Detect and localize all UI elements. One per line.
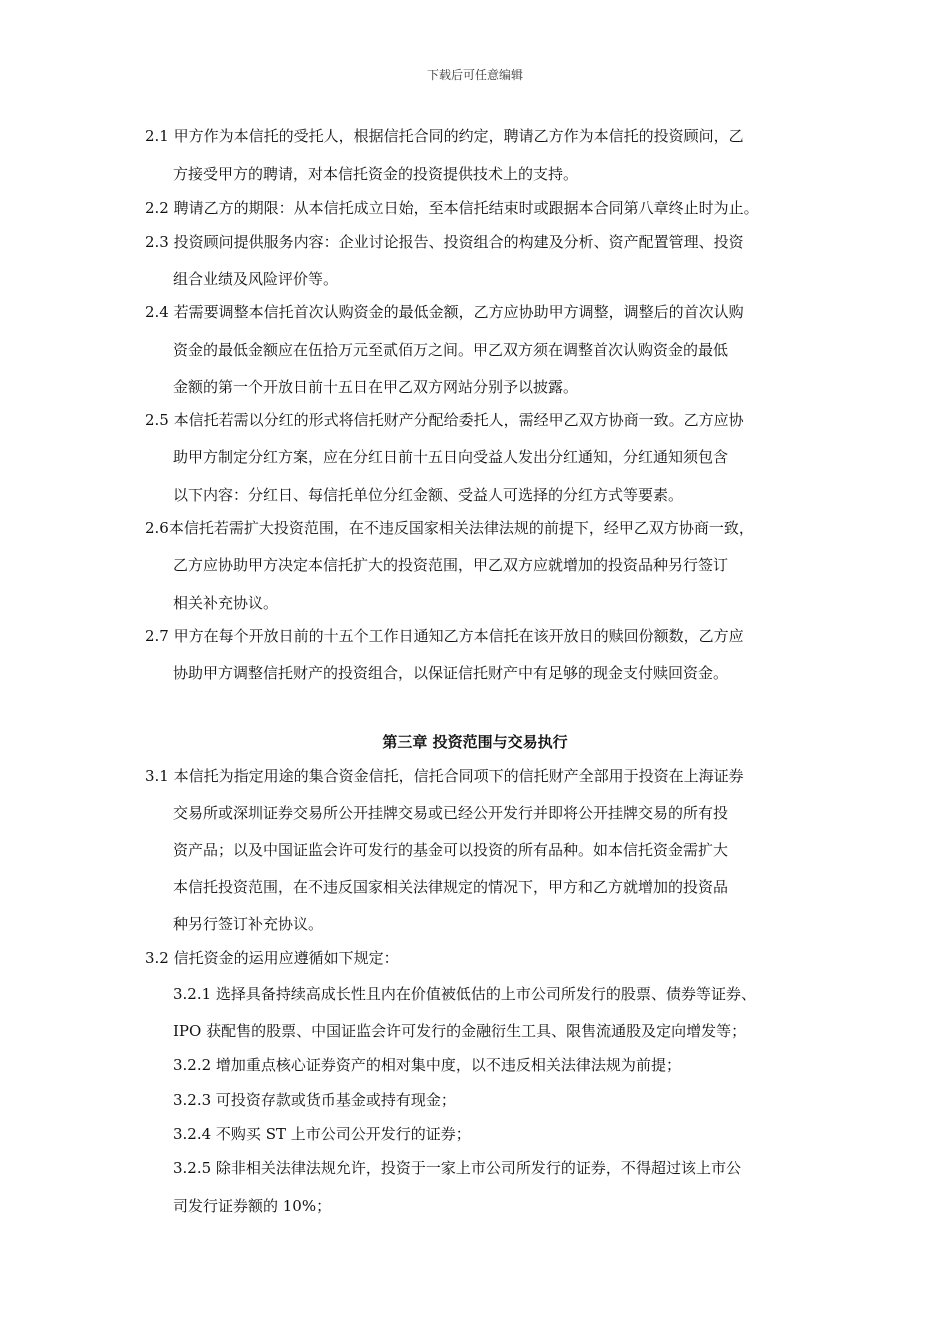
paragraph-line: 协助甲方调整信托财产的投资组合，以保证信托财产中有足够的现金支付赎回资金。 — [173, 664, 729, 682]
paragraph-line: 相关补充协议。 — [173, 594, 279, 612]
paragraph-line: 2.3 投资顾问提供服务内容：企业讨论报告、投资组合的构建及分析、资产配置管理、投资 — [145, 233, 744, 251]
paragraph-line: 2.4 若需要调整本信托首次认购资金的最低金额，乙方应协助甲方调整，调整后的首次认购 — [145, 303, 744, 321]
paragraph-line: IPO 获配售的股票、中国证监会许可发行的金融衍生工具、限售流通股及定向增发等； — [173, 1022, 747, 1040]
paragraph-line: 3.2.5 除非相关法律法规允许，投资于一家上市公司所发行的证券，不得超过该上市公 — [173, 1159, 741, 1177]
paragraph-line: 3.2 信托资金的运用应遵循如下规定： — [145, 949, 399, 967]
paragraph-line: 金额的第一个开放日前十五日在甲乙双方网站分别予以披露。 — [173, 378, 579, 396]
paragraph-line: 2.5 本信托若需以分红的形式将信托财产分配给委托人，需经甲乙双方协商一致。乙方应协 — [145, 411, 744, 429]
paragraph-line: 资金的最低金额应在伍拾万元至贰佰万之间。甲乙双方须在调整首次认购资金的最低 — [173, 341, 729, 359]
paragraph-line: 交易所或深圳证券交易所公开挂牌交易或已经公开发行并即将公开挂牌交易的所有投 — [173, 804, 729, 822]
paragraph-line: 3.1 本信托为指定用途的集合资金信托，信托合同项下的信托财产全部用于投资在上海证券 — [145, 767, 744, 785]
paragraph-line: 本信托投资范围，在不违反国家相关法律规定的情况下，甲方和乙方就增加的投资品 — [173, 878, 729, 896]
paragraph-line: 2.1 甲方作为本信托的受托人，根据信托合同的约定，聘请乙方作为本信托的投资顾问，乙 — [145, 127, 744, 145]
paragraph-line: 3.2.1 选择具备持续高成长性且内在价值被低估的上市公司所发行的股票、债券等证券、 — [173, 985, 756, 1003]
paragraph-line: 2.7 甲方在每个开放日前的十五个工作日通知乙方本信托在该开放日的赎回份额数，乙方应 — [145, 627, 744, 645]
paragraph-line: 2.2 聘请乙方的期限：从本信托成立日始，至本信托结束时或跟据本合同第八章终止时为止。 — [145, 199, 759, 217]
paragraph-line: 3.2.4 不购买 ST 上市公司公开发行的证券； — [173, 1125, 471, 1143]
paragraph-line: 助甲方制定分红方案，应在分红日前十五日向受益人发出分红通知，分红通知须包含 — [173, 448, 729, 466]
paragraph-line: 资产品；以及中国证监会许可发行的基金可以投资的所有品种。如本信托资金需扩大 — [173, 841, 729, 859]
page-header: 下载后可任意编辑 — [426, 68, 523, 82]
paragraph-line: 方接受甲方的聘请，对本信托资金的投资提供技术上的支持。 — [173, 165, 579, 183]
chapter-heading: 第三章 投资范围与交易执行 — [382, 733, 568, 751]
paragraph-line: 以下内容：分红日、每信托单位分红金额、受益人可选择的分红方式等要素。 — [173, 486, 684, 504]
paragraph-line: 组合业绩及风险评价等。 — [173, 270, 339, 288]
paragraph-line: 乙方应协助甲方决定本信托扩大的投资范围，甲乙双方应就增加的投资品种另行签订 — [173, 556, 729, 574]
paragraph-line: 司发行证券额的 10%； — [173, 1197, 332, 1215]
paragraph-line: 2.6本信托若需扩大投资范围，在不违反国家相关法律法规的前提下，经甲乙双方协商一致， — [145, 519, 754, 537]
paragraph-line: 3.2.3 可投资存款或货币基金或持有现金； — [173, 1091, 456, 1109]
paragraph-line: 种另行签订补充协议。 — [173, 915, 324, 933]
paragraph-line: 3.2.2 增加重点核心证券资产的相对集中度，以不违反相关法律法规为前提； — [173, 1056, 681, 1074]
